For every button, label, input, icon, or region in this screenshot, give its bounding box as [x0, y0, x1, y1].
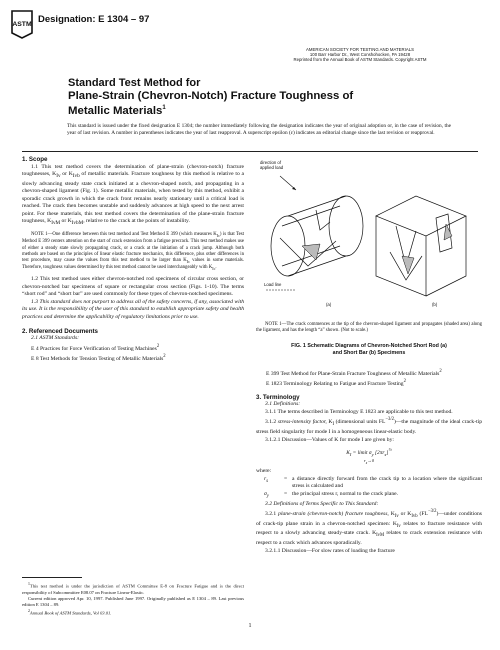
left-column [22, 156, 244, 363]
label-a: (a) [326, 302, 332, 307]
label-direction: direction of [260, 160, 282, 165]
issued-statement: This standard is issued under the fixed designation E 1304; the number immediately following the designation indicates the year of original adoption or, in the case of revision, the year of last revision. A number in parentheses indicates the year of last reapproval. A superscript epsilon (ε) indicates an editorial change since the last revision or reapproval. [67, 123, 451, 137]
publisher-line: AMERICAN SOCIETY FOR TESTING AND MATERIALS [306, 47, 414, 52]
definition-row: $r_s$ = a distance directly forward from the crack tip to a location where the significant stress is calculated and [264, 475, 482, 490]
figure-note: NOTE 1—The crack commences at the tip of the chevron-shaped ligament and propagates (shaded area) along the ligament, and has the length “a” shown. (Not to scale.) [256, 322, 482, 334]
referenced-standards-label: 2.1 ASTM Standards: [31, 335, 80, 342]
publisher-line: 100 Barr Harbor Dr., West Conshohocken, PA 19428 [309, 52, 411, 58]
figure-caption: FIG. 1 Schematic Diagrams of Chevron-Notched Short Rod (a) and Short Bar (b) Specimens [291, 343, 447, 356]
astm-logo [9, 8, 35, 40]
reference-item: E 8 Test Methods for Tension Testing of Metallic Materials$^2$ [31, 354, 166, 362]
title-line-1: Standard Test Method for [68, 77, 201, 89]
where-label: where: [256, 468, 272, 475]
label-applied-load: applied load [260, 165, 284, 170]
header-divider [22, 151, 478, 152]
page-number: 1 [248, 623, 252, 629]
section-heading-terminology: 3. Terminology [256, 393, 300, 401]
figure-1 [256, 156, 482, 316]
paragraph-3-1-1: 3.1.1 The terms described in Terminology E 1823 are applicable to this test method. [265, 408, 453, 415]
document-title [68, 77, 398, 117]
equation-limit: $r_s\to 0$ [363, 458, 375, 466]
paragraph-1-2: 1.2 This test method uses either chevron-notched rod specimens of circular cross section, or chevron-notched bar specimens of square or rectangular cross section (Figs. 1-10). The terms “short rod” and “short bar” are used commonly for these types of chevron-notched specimens. [22, 276, 244, 298]
paragraph-3-2-1-1: 3.2.1.1 Discussion—For slow rates of loading the fracture [265, 547, 395, 554]
title-line-3: Metallic Materials$^1$ [68, 104, 166, 117]
footnote-1b: Current edition approved Apr. 10, 1997. Published June 1997. Originally published as E 1304 – 89. Last previous edition E 1304 – 89. [22, 595, 244, 607]
section-heading-references: 2. Referenced Documents [22, 327, 98, 335]
reference-item: E 399 Test Method for Plane-Strain Fracture Toughness of Metallic Materials$^2$ [266, 369, 442, 377]
specimen-diagram [256, 156, 482, 316]
paragraph-3-1-2-1: 3.1.2.1 Discussion—Values of K for mode I are given by: [265, 436, 394, 443]
equation-k: $K_I$ = limit $\sigma_y$ $[2\pi r_s]^{\frac{1}{2}}$ $r_s\to 0$ [256, 446, 482, 466]
label-load-line: Load line [264, 282, 282, 287]
paragraph-1-3: 1.3 This standard does not purport to address all of the safety concerns, if any, associated with its use. It is the responsibility of the user of this standard to establish appropriate safety and health practices and determine the applicability of regulatory limitations prior to use. [22, 298, 244, 320]
definitions-label: 3.1 Definitions: [265, 401, 301, 408]
definition-row: $\sigma_y$ = the principal stress r, normal to the crack plane. [264, 491, 399, 500]
paragraph-3-1-2: 3.1.2 stress-intensity factor, $K_I$ (dimensional units $FL^{-3/2})—the$ magnitude of the ideal crack-tip stress field singularity for mode I in a homogeneous linear-elastic body. [256, 417, 482, 435]
label-b: (b) [432, 302, 438, 307]
publisher-line: Reprinted from the Annual Book of ASTM Standards. Copyright ASTM [293, 57, 427, 63]
designation: Designation: E 1304 – 97 [38, 14, 150, 25]
svg-text:ASTM: ASTM [12, 21, 32, 28]
title-footnote-mark: 1 [162, 105, 166, 111]
paragraph-1-1: 1.1 This test method covers the determination of plane-strain (chevron-notch) fracture toughnesses, $K_{Iv}$ or $K_{Ivb}$ of metallic materials. Fracture toughness by this method is relative to a slowly advancing steady state crack initiated at a chevron-shaped notch, and propagating in a chevron-shaped ligament (Fig. 1). Some metallic materials, when tested by this method, exhibit a sporadic crack growth in which the crack front remains nearly stationary until a critical load is reached. The crack then becomes unstable and suddenly advances at high speed to the next arrest point. For these materials, this test method covers the determination of the plane-strain fracture toughness, $K_{IvM}$ or $K_{IvbM}$, relative to the crack at the points of instability. [22, 163, 244, 227]
footnotes [22, 577, 244, 616]
footnote-1: $^1$This test method is under the jurisdiction of ASTM Committee E-8 on Fracture Fatigue and is the direct responsibility of Subcommittee E08.07 on Fracture Linear-Elastic. [22, 582, 244, 595]
reference-item: E 4 Practices for Force Verification of Testing Machines$^2$ [31, 343, 160, 352]
publisher-block [260, 47, 460, 63]
title-line-2: Plane-Strain (Chevron-Notch) Fracture Toughness of [68, 89, 354, 102]
paragraph-3-2-1: 3.2.1 plane-strain (chevron-notch) fracture toughness, $K_{Iv}$ or $K_{Ivb}$ $(FL^{-3/2})—under$ conditions of crack-tip plane strain in a chevron-notched specimen: $K_{Iv}$ relates to fracture resistance with respect to a slowly advancing steady-state crack. $K_{IvM}$ relates to crack extension resistance with respect to a crack which advances sporadically. [256, 509, 483, 547]
symbol-definitions [256, 476, 482, 501]
right-column [256, 368, 482, 555]
definitions-specific-label: 3.2 Definitions of Terms Specific to This Standard: [265, 500, 379, 507]
reference-item: E 1823 Terminology Relating to Fatigue and Fracture Testing$^2$ [266, 379, 406, 388]
section-heading-scope: 1. Scope [22, 156, 48, 163]
note-1: NOTE 1—One difference between this test method and Test Method E 399 (which measures $K_{Ic}$) is that Test Method E 399 centers attention on the start of crack extension from a fatigue precrack. This test method makes use of either a steady state slowly propagating crack, or a crack at the initiation of a crack jump. Although both methods are based on the principles of linear elastic fracture mechanics, this difference, plus other differences in test procedure, may cause the values from this test method to be larger than $K_{Ic}$ values in some materials. Therefore, toughness values determined by this test method cannot be used interchangeably with $K_{Ic}$. [22, 232, 244, 272]
footnote-rule [22, 577, 82, 578]
footnote-2: $^2$Annual Book of ASTM Standards, Vol 03.01. [28, 608, 112, 616]
